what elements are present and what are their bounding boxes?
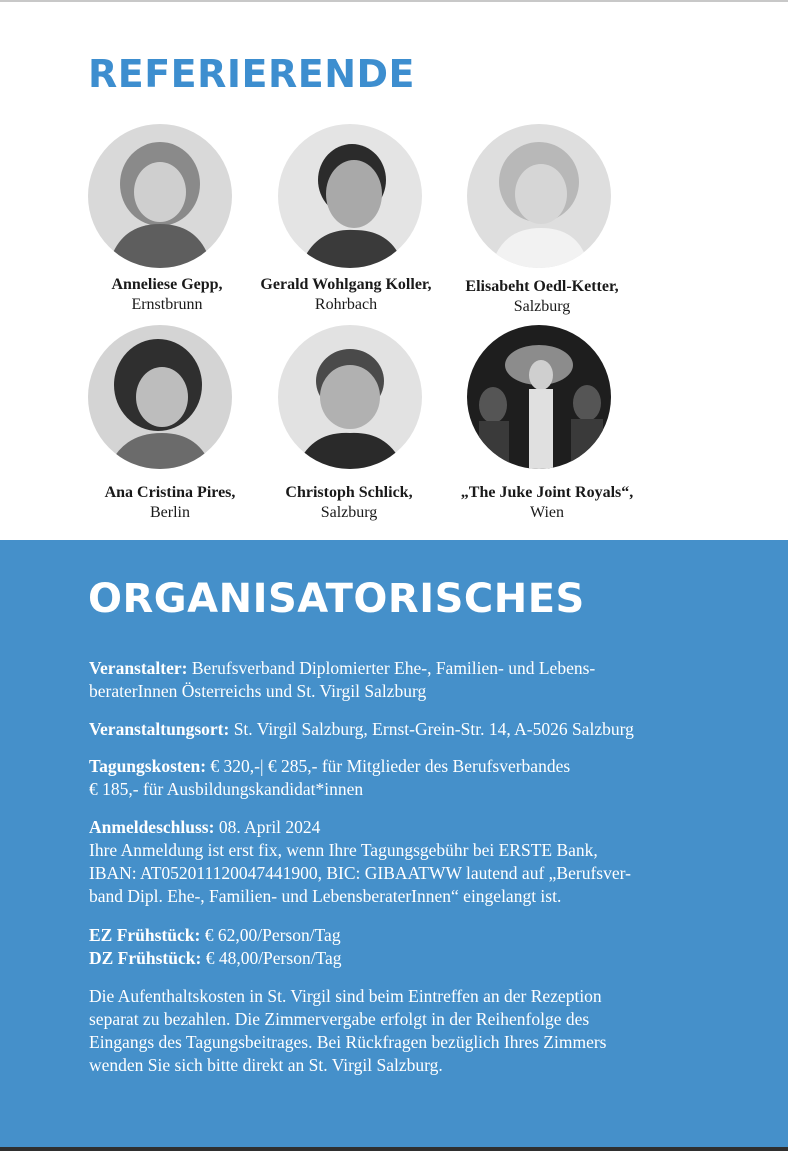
org-title: ORGANISATORISCHES (88, 576, 585, 622)
kosten-label: Tagungskosten: (89, 756, 207, 776)
hinweis-block (89, 985, 729, 1077)
kosten-line2: € 185,- für Ausbildungskandidat*innen (89, 779, 364, 799)
speaker-name: Ana Cristina Pires, (104, 484, 236, 501)
portrait-icon (278, 124, 422, 268)
portrait-icon (467, 325, 611, 469)
portrait-icon (278, 325, 422, 469)
ort-block (89, 718, 729, 741)
speaker-name: Elisabeht Oedl-Ketter, (465, 278, 619, 295)
speaker-photo-oedl-ketter (467, 124, 611, 268)
anmeldung-label: Anmeldeschluss: (89, 817, 215, 837)
bottom-divider (0, 1147, 788, 1151)
speaker-city: Salzburg (513, 298, 571, 315)
veranstalter-block (89, 657, 729, 703)
speaker-name: „The Juke Joint Royals“, (460, 484, 634, 501)
speaker-city: Salzburg (320, 504, 378, 521)
veranstalter-line1: Berufsverband Diplomierter Ehe-, Familien- und Lebens- (187, 658, 596, 678)
ez-label: EZ Frühstück: (89, 925, 201, 945)
speaker-name: Christoph Schlick, (285, 484, 413, 501)
hinweis-line2: separat zu bezahlen. Die Zimmervergabe erfolgt in der Reihenfolge des (89, 1009, 590, 1029)
speaker-photo-schlick (278, 325, 422, 469)
speaker-photo-pires (88, 325, 232, 469)
speaker-city: Ernstbrunn (131, 296, 203, 313)
speaker-city: Rohrbach (314, 296, 378, 313)
veranstalter-label: Veranstalter: (89, 658, 188, 678)
anmeldung-line2: IBAN: AT052011120047441900, BIC: GIBAATWW lautend auf „Berufsver- (89, 863, 631, 883)
veranstalter-line2: beraterInnen Österreichs und St. Virgil Salzburg (89, 681, 427, 701)
hinweis-line4: wenden Sie sich bitte direkt an St. Virgil Salzburg. (89, 1055, 443, 1075)
portrait-icon (88, 325, 232, 469)
portrait-icon (467, 124, 611, 268)
speaker-photo-koller (278, 124, 422, 268)
top-divider (0, 0, 788, 2)
kosten-block (89, 755, 729, 801)
ort-label: Veranstaltungsort: (89, 719, 230, 739)
anmeldung-block (89, 816, 729, 908)
fruehstueck-block (89, 924, 729, 970)
speaker-city: Wien (529, 504, 564, 521)
anmeldung-line1: Ihre Anmeldung ist erst fix, wenn Ihre Tagungsgebühr bei ERSTE Bank, (89, 840, 598, 860)
anmeldung-line3: band Dipl. Ehe-, Familien- und LebensberaterInnen“ eingelangt ist. (89, 886, 562, 906)
anmeldung-date: 08. April 2024 (214, 817, 321, 837)
dz-label: DZ Frühstück: (89, 948, 202, 968)
speaker-city: Berlin (150, 504, 190, 521)
speakers-title: REFERIERENDE (88, 52, 416, 96)
kosten-line1: € 320,-| € 285,- für Mitglieder des Berufsverbandes (206, 756, 571, 776)
ort-text: St. Virgil Salzburg, Ernst-Grein-Str. 14, A-5026 Salzburg (229, 719, 634, 739)
portrait-icon (88, 124, 232, 268)
speaker-photo-juke-joint-royals (467, 325, 611, 469)
hinweis-line1: Die Aufenthaltskosten in St. Virgil sind beim Eintreffen an der Rezeption (89, 986, 602, 1006)
hinweis-line3: Eingangs des Tagungsbeitrages. Bei Rückfragen bezüglich Ihres Zimmers (89, 1032, 607, 1052)
speaker-photo-gepp (88, 124, 232, 268)
dz-text: € 48,00/Person/Tag (201, 948, 342, 968)
speaker-name: Anneliese Gepp, (111, 276, 223, 293)
speaker-name: Gerald Wohlgang Koller, (260, 276, 432, 293)
ez-text: € 62,00/Person/Tag (200, 925, 341, 945)
